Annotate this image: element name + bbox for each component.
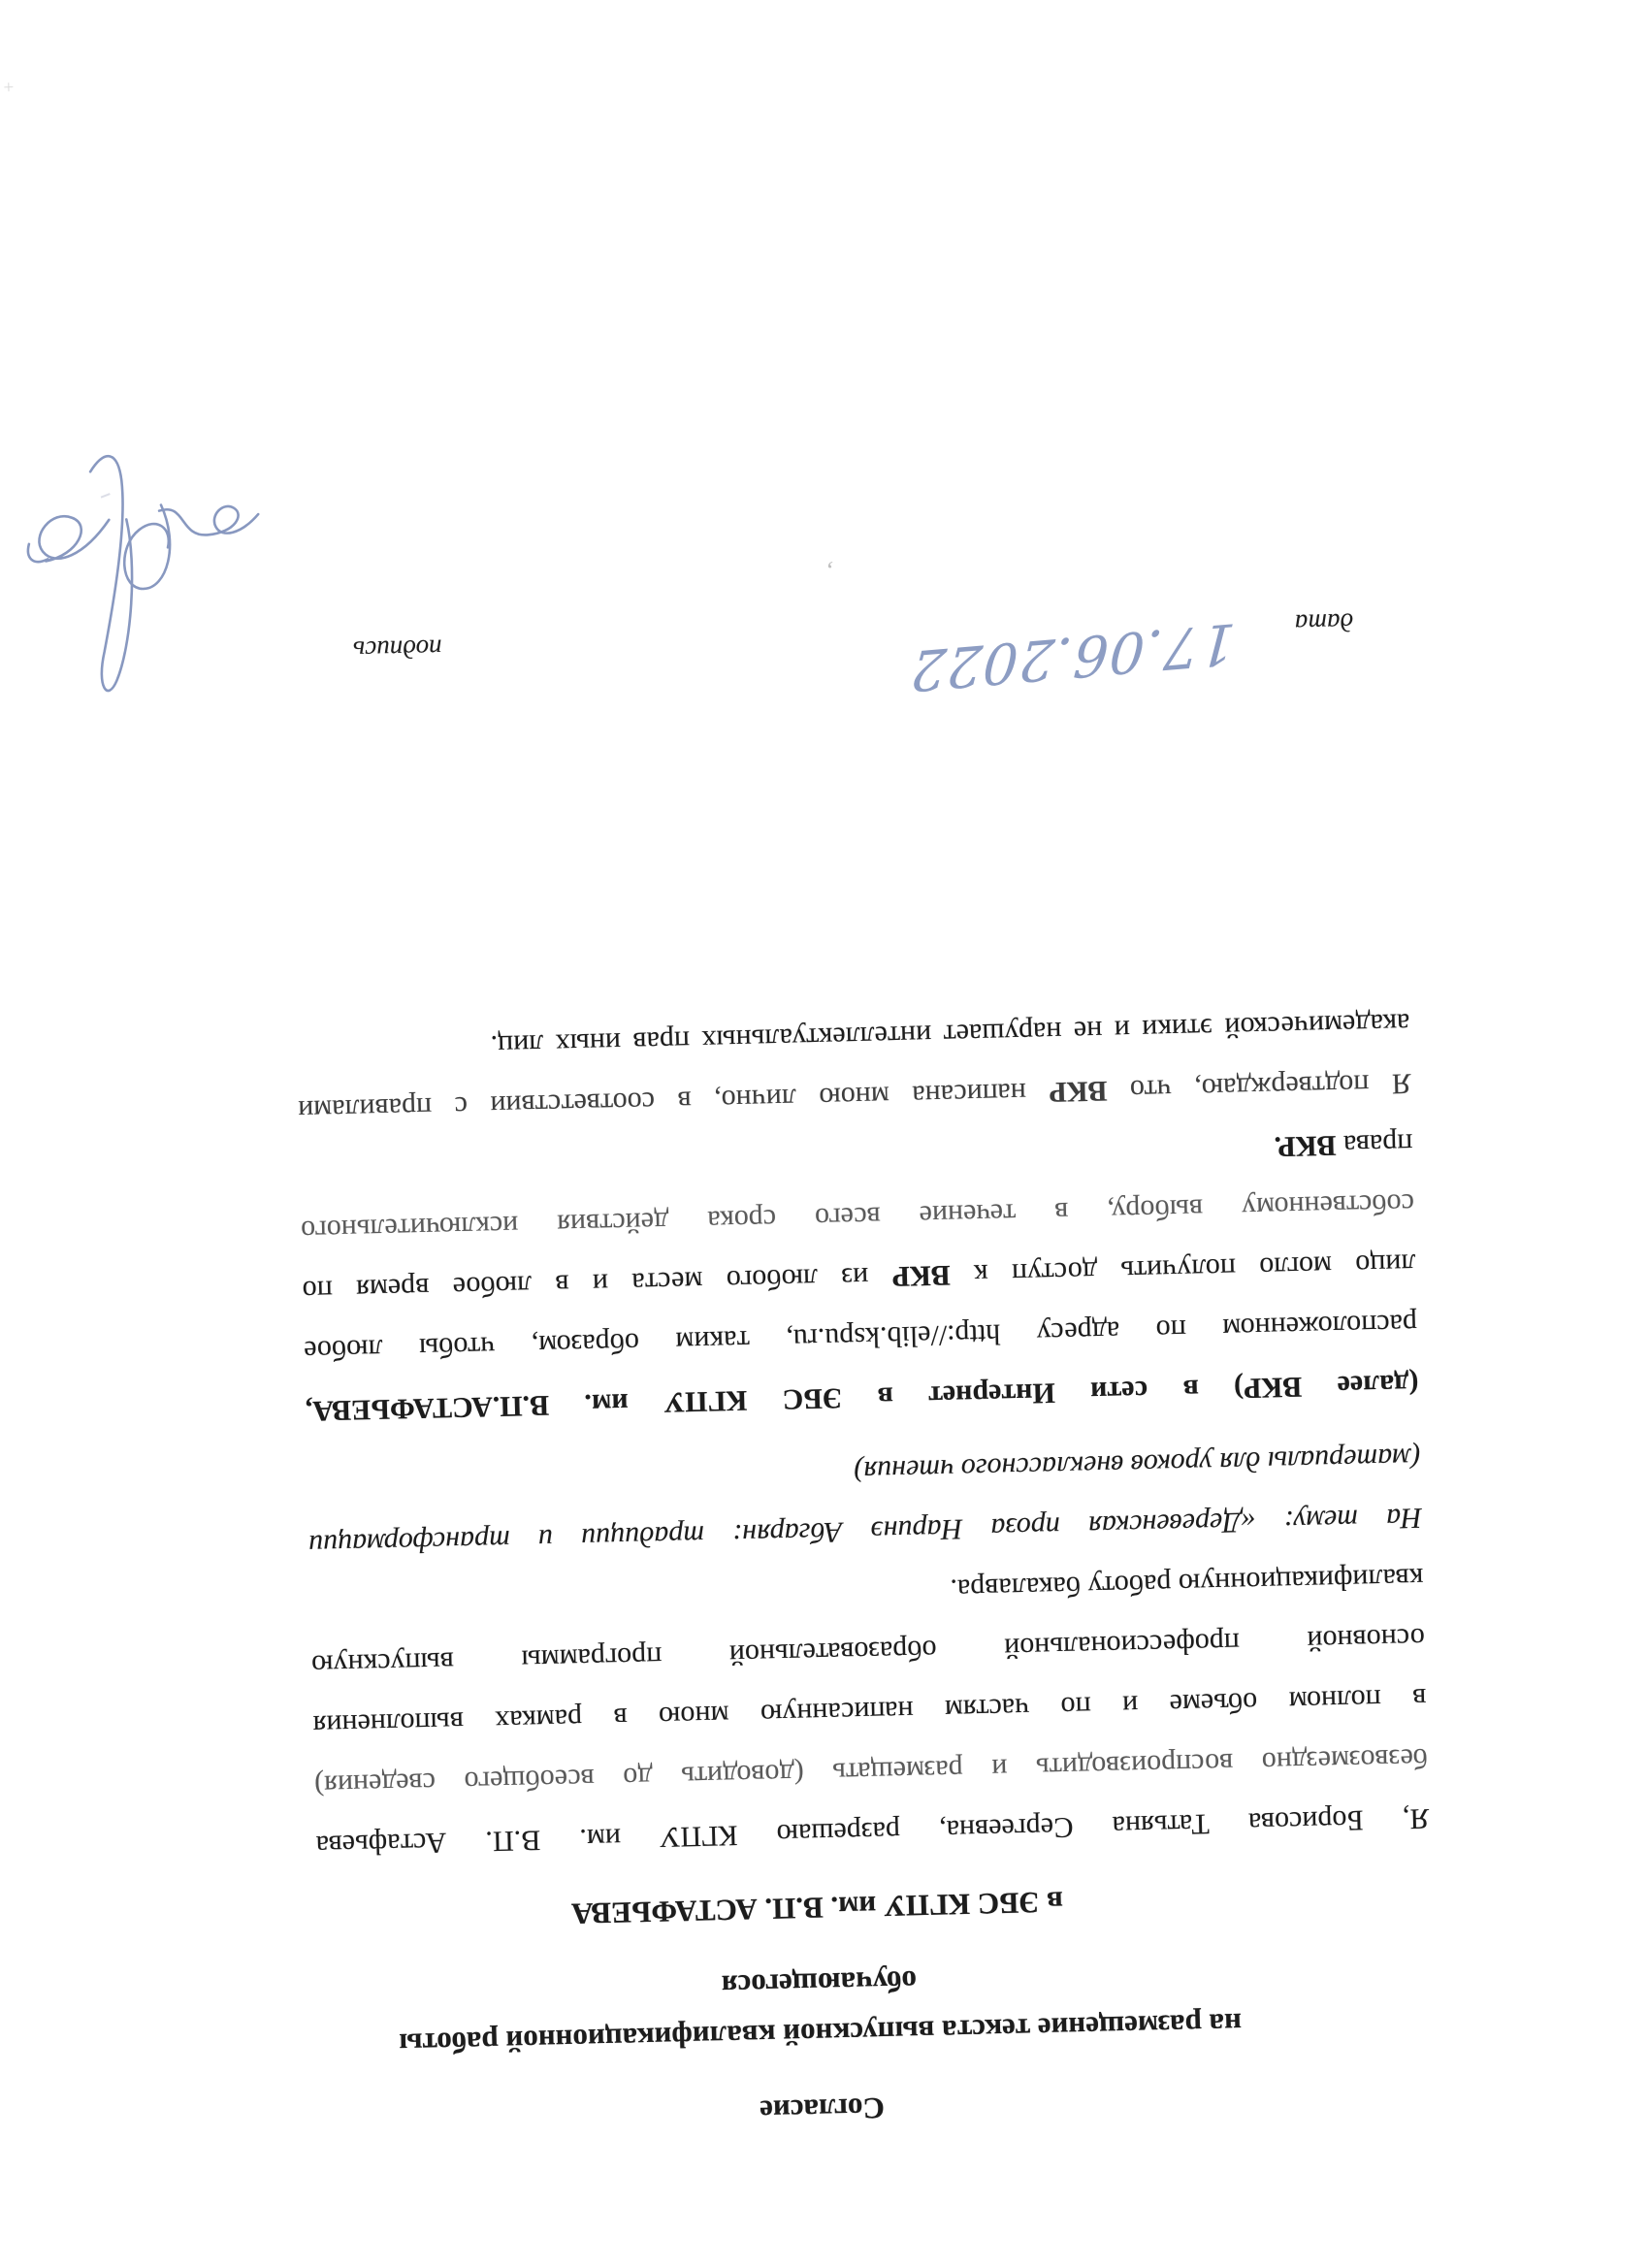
italic-text-run: (материалы для уроков внеклассного чтения) xyxy=(853,1442,1421,1488)
text-run: права xyxy=(1336,1127,1413,1162)
text-run: Я, Борисова Татьяна Сергеевна, разрешаю КГПУ им. В.П. Астафьева xyxy=(315,1801,1430,1863)
text-run: основной профессиональной образовательной программы выпускную xyxy=(310,1622,1426,1682)
heading-line: в ЭБС КГПУ им. В.П. АСТАФЬЕВА xyxy=(570,1885,1064,1931)
document-heading xyxy=(235,1885,1418,2268)
text-run: лицо могло получить доступ к xyxy=(950,1247,1416,1291)
signature-scribble xyxy=(19,427,269,714)
date-label: дата xyxy=(1294,607,1354,638)
text-run: Я подтверждаю, что xyxy=(1107,1067,1412,1107)
heading-line: на размещение текста выпускной квалификационной работы xyxy=(398,2006,1243,2061)
bold-text-run: ВКР xyxy=(891,1258,952,1293)
heading-line: Согласие xyxy=(759,2090,886,2128)
document-body xyxy=(296,992,1430,1875)
scan-speck xyxy=(4,82,13,91)
text-run: из любого места и в любое время по xyxy=(302,1260,893,1308)
text-run: квалификационную работу бакалавра. xyxy=(950,1562,1424,1605)
heading-line: обучающегося xyxy=(721,1963,918,2003)
text-run: написана мною лично, в соответствии с правилами xyxy=(297,1076,1050,1127)
italic-text-run: На тему: «Деревенская проза Наринэ Абгарян: традиции и трансформации xyxy=(307,1502,1423,1562)
bold-text-run: ВКР xyxy=(1048,1074,1108,1109)
scan-speck: , xyxy=(824,559,834,588)
text-run: расположенном по адресу http://elib.kspu.ru, таким образом, чтобы любое xyxy=(303,1308,1418,1368)
text-run: безвозмездно воспроизводить и размещать (доводить до всеобщего сведения) xyxy=(313,1742,1429,1802)
handwritten-date: 17.06.2022 xyxy=(907,609,1238,703)
signature-label: подпись xyxy=(352,633,443,665)
bold-text-run: ВКР. xyxy=(1274,1129,1337,1163)
text-run: в полном объеме и по частям написанную мною в рамках выполнения xyxy=(312,1682,1427,1742)
text-run: собственному выбору, в течение всего срока действия исключительного xyxy=(300,1187,1415,1247)
bold-text-run: (далее ВКР) в сети Интернет в ЭБС КГПУ им. В.П.АСТАФЬЕВА, xyxy=(305,1368,1419,1428)
text-run: академической этики и не нарушает интеллектуальных прав иных лиц. xyxy=(490,1007,1410,1062)
